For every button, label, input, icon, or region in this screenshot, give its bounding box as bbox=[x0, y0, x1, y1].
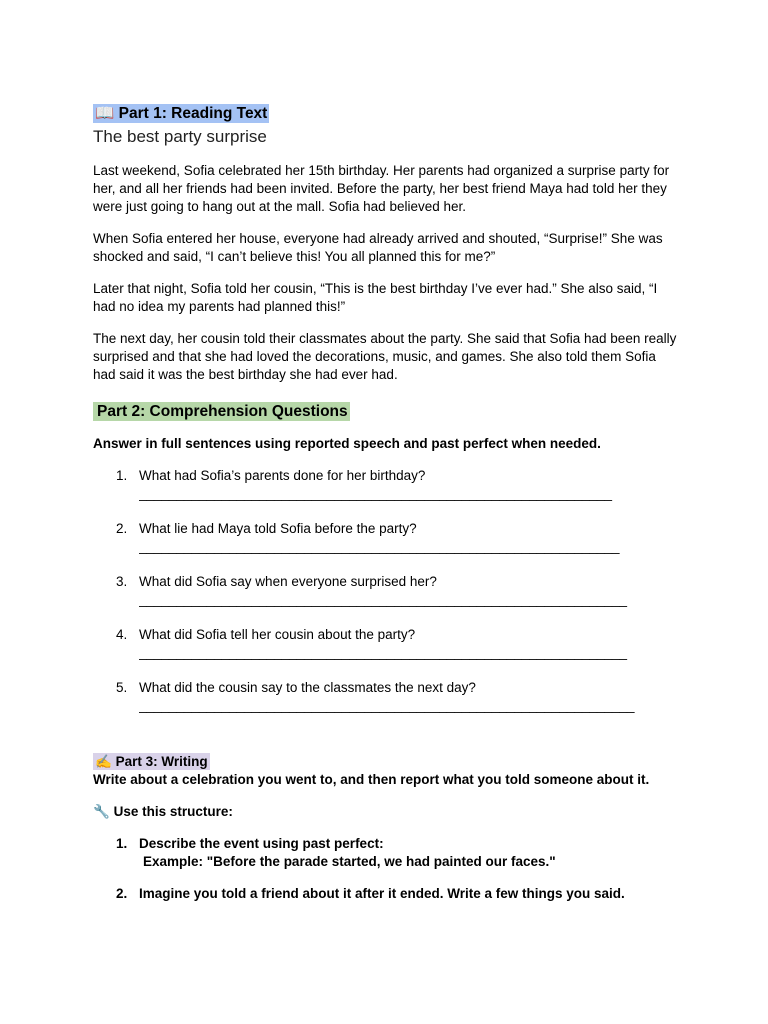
part1-heading bbox=[93, 104, 678, 123]
writing-hand-icon: ✍️ bbox=[95, 754, 112, 769]
answer-line[interactable]: _________________________________________________________________ bbox=[139, 592, 628, 607]
structure-label bbox=[93, 803, 678, 821]
question-text: What did Sofia tell her cousin about the party? bbox=[139, 627, 416, 642]
part2-instruction: Answer in full sentences using reported speech and past perfect when needed. bbox=[93, 436, 601, 451]
question-item bbox=[93, 573, 678, 609]
structure-list bbox=[93, 835, 678, 903]
question-text: What lie had Maya told Sofia before the party? bbox=[139, 521, 417, 536]
question-item bbox=[93, 626, 678, 662]
part1-heading-highlight bbox=[93, 104, 269, 123]
step-example: Example: "Before the parade started, we had painted our faces." bbox=[143, 854, 556, 869]
question-item bbox=[93, 679, 678, 715]
step-text: Imagine you told a friend about it after it ended. Write a few things you said. bbox=[139, 886, 625, 901]
structure-step bbox=[93, 835, 678, 871]
step-number: 2. bbox=[116, 886, 128, 901]
reading-paragraph-3: Later that night, Sofia told her cousin, “This is the best birthday I’ve ever had.” She also said, “I had no idea my parents had planned this!” bbox=[93, 281, 658, 314]
part2-heading-text: Part 2: Comprehension Questions bbox=[93, 402, 350, 421]
reading-title: The best party surprise bbox=[93, 127, 267, 146]
question-text: What did the cousin say to the classmates the next day? bbox=[139, 680, 476, 695]
part2-heading bbox=[93, 402, 678, 421]
step-number: 1. bbox=[116, 836, 128, 851]
answer-line[interactable]: _________________________________________________________________ bbox=[139, 645, 628, 660]
part1-heading-text: Part 1: Reading Text bbox=[118, 105, 268, 122]
structure-label-text: Use this structure: bbox=[113, 804, 233, 819]
part3-heading-highlight bbox=[93, 753, 210, 770]
part3-heading bbox=[93, 753, 678, 771]
question-text: What did Sofia say when everyone surprised her? bbox=[139, 574, 437, 589]
structure-step bbox=[93, 885, 678, 903]
question-number: 3. bbox=[116, 574, 128, 589]
question-text: What had Sofia’s parents done for her birthday? bbox=[139, 468, 426, 483]
reading-paragraph-2: When Sofia entered her house, everyone had already arrived and shouted, “Surprise!” She was shocked and said, “I can’t believe this! You all planned this for me?” bbox=[93, 231, 663, 264]
part3-instruction: Write about a celebration you went to, and then report what you told someone about it. bbox=[93, 772, 650, 787]
answer-line[interactable]: _______________________________________________________________ bbox=[139, 486, 613, 501]
answer-line[interactable]: ________________________________________________________________ bbox=[139, 539, 620, 554]
answer-line[interactable]: __________________________________________________________________ bbox=[139, 698, 635, 713]
question-item bbox=[93, 467, 678, 503]
book-icon: 📖 bbox=[95, 105, 115, 122]
question-item bbox=[93, 520, 678, 556]
question-list bbox=[93, 467, 678, 715]
worksheet-page bbox=[93, 104, 678, 917]
question-number: 4. bbox=[116, 627, 128, 642]
question-number: 5. bbox=[116, 680, 128, 695]
reading-paragraph-1: Last weekend, Sofia celebrated her 15th birthday. Her parents had organized a surprise party for her, and all her friends had been invited. Before the party, her best friend Maya had told her they were just going to hang out at the mall. Sofia had believed her. bbox=[93, 163, 670, 214]
question-number: 1. bbox=[116, 468, 128, 483]
part3-heading-text: Part 3: Writing bbox=[115, 754, 208, 769]
reading-paragraph-4: The next day, her cousin told their classmates about the party. She said that Sofia had been really surprised and that she had loved the decorations, music, and games. She also told them Sofia had said it was the best birthday she had ever had. bbox=[93, 331, 677, 382]
wrench-icon: 🔧 bbox=[93, 804, 110, 819]
question-number: 2. bbox=[116, 521, 128, 536]
step-text: Describe the event using past perfect: bbox=[139, 836, 384, 851]
